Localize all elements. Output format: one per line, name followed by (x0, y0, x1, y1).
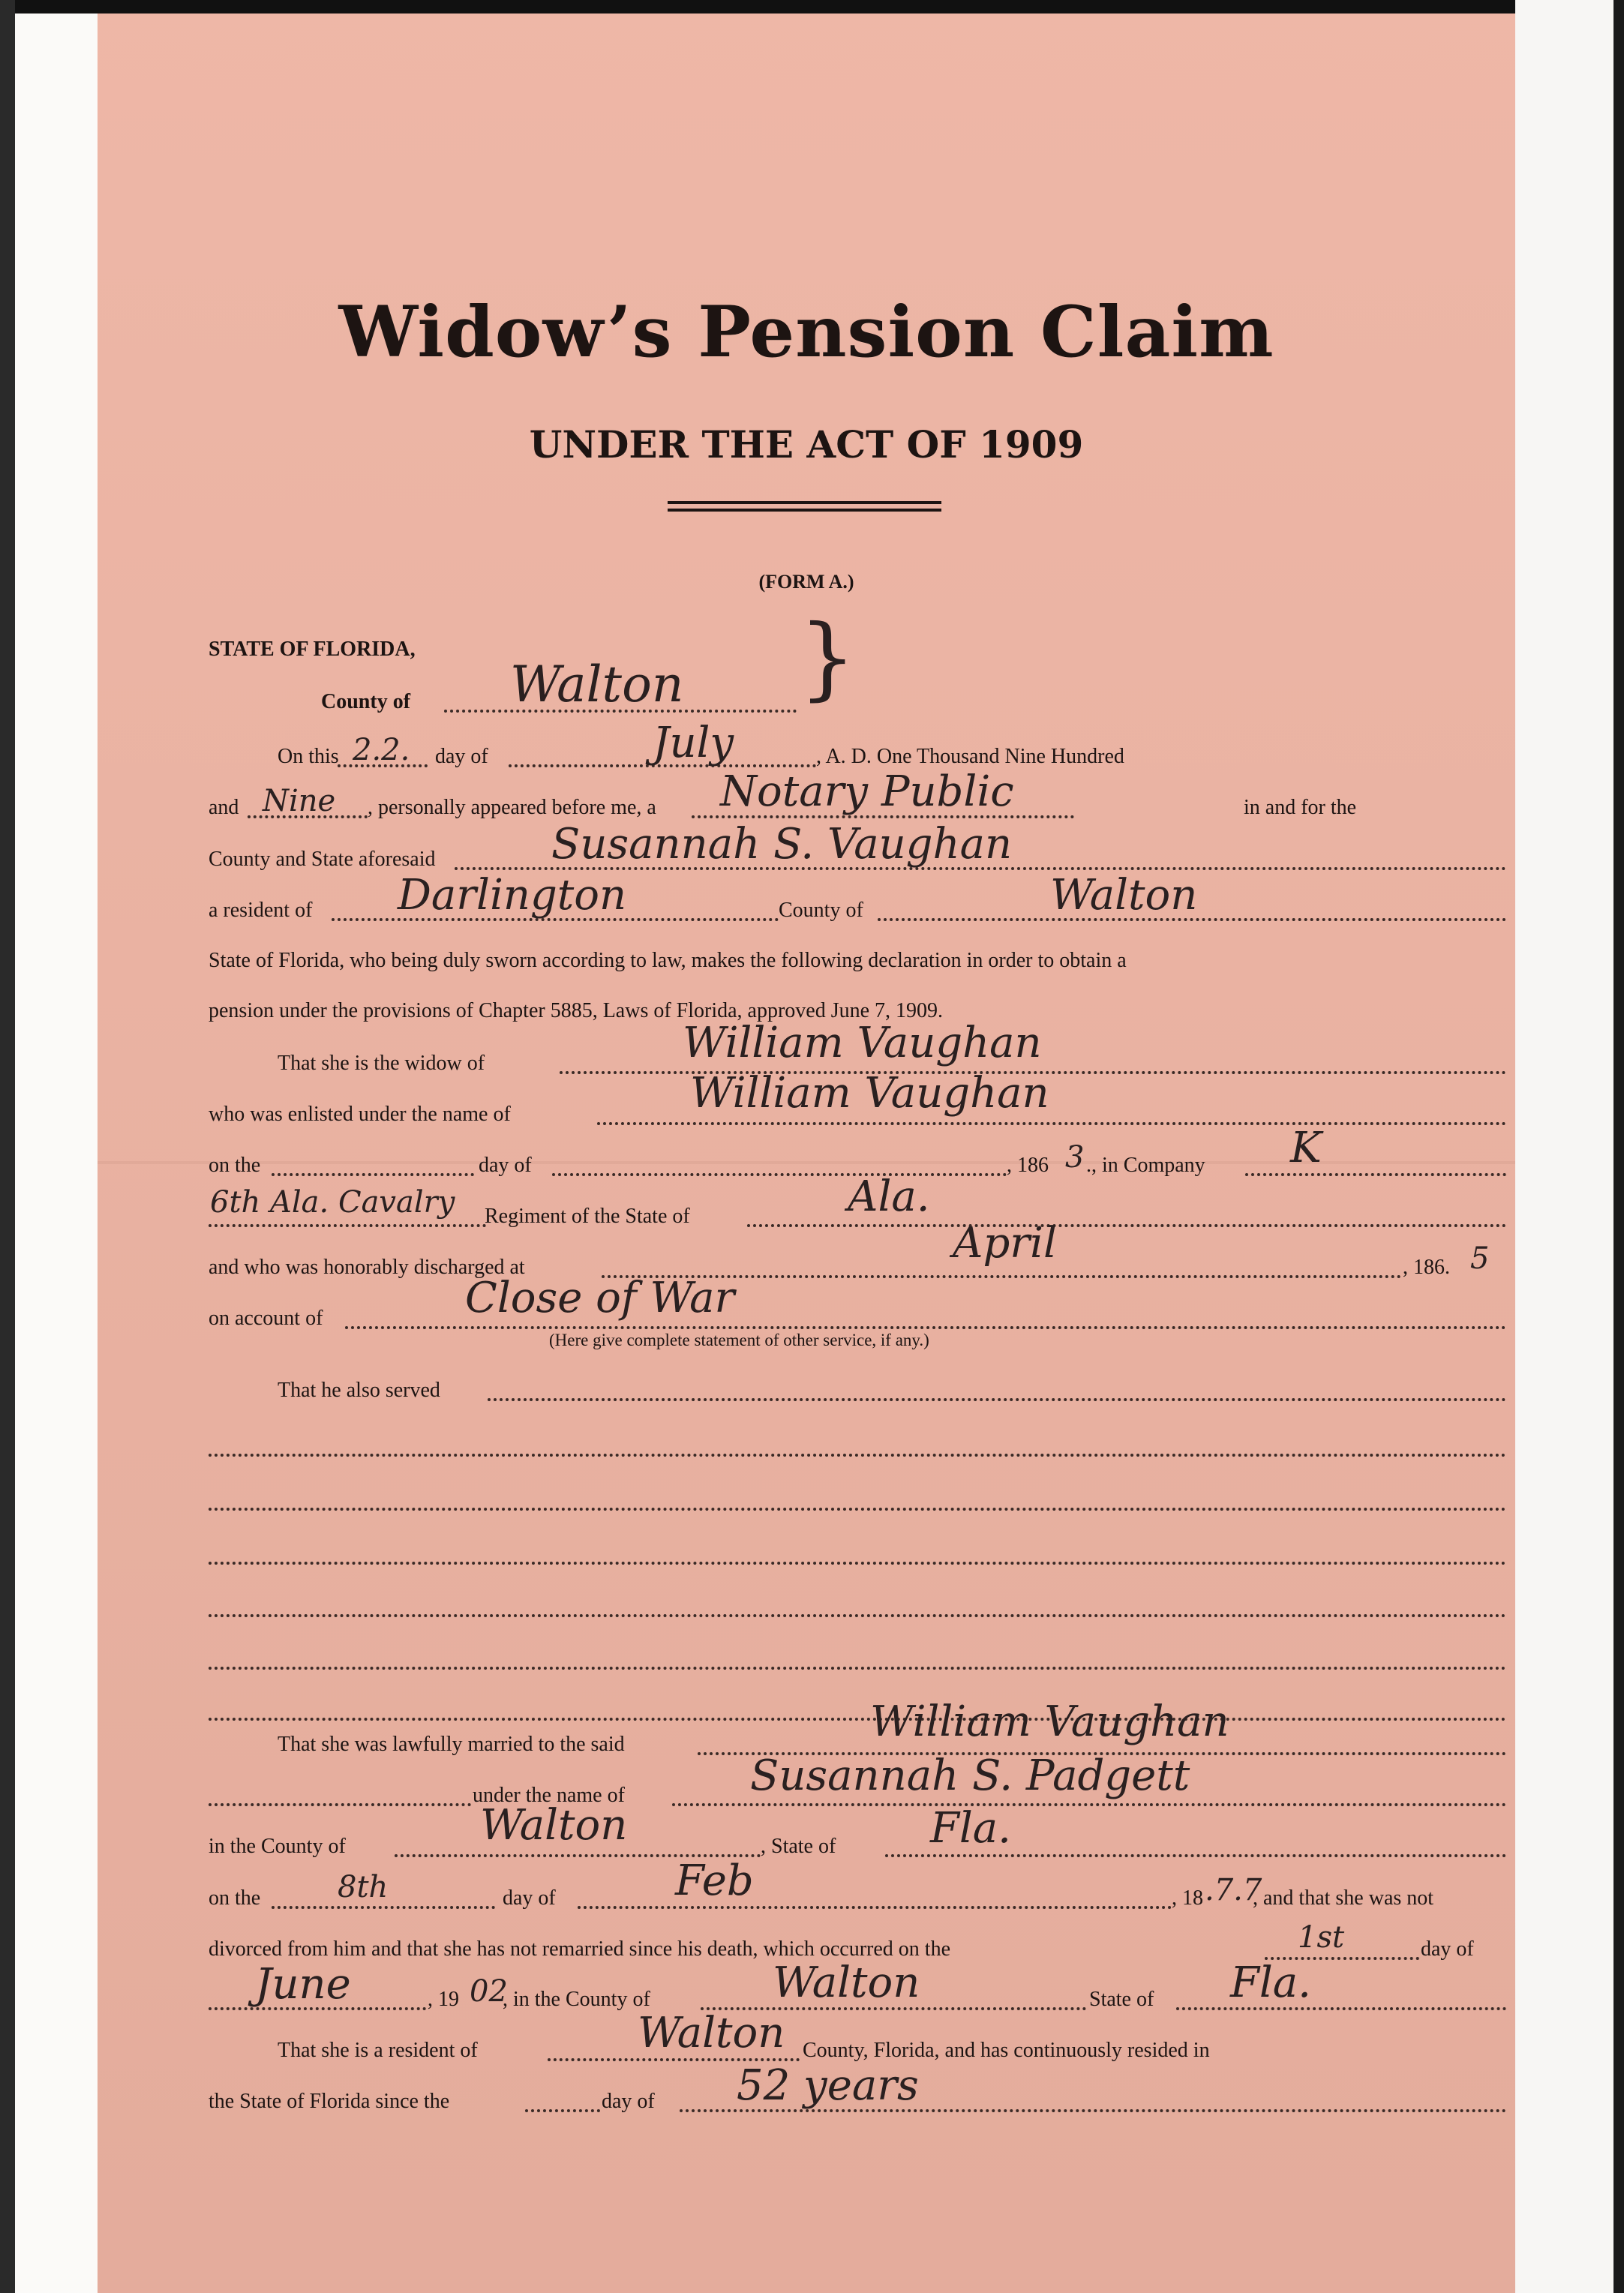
day-of-label: day of (435, 745, 488, 768)
enlist-year-text: , 186 (1007, 1154, 1049, 1177)
marriage-county-handwritten: Walton (480, 1801, 628, 1850)
since-handwritten: 52 years (737, 2061, 919, 2110)
marriage-year-text: , 18 (1172, 1886, 1203, 1910)
discharged-year-handwritten: 5 (1470, 1241, 1490, 1276)
blank-line-5 (209, 1667, 1506, 1670)
scan-top-border (0, 0, 1624, 14)
blank-line-6 (209, 1718, 1506, 1721)
death-state-handwritten: Fla. (1230, 1958, 1311, 2007)
and-label: and (209, 796, 239, 819)
under-name-label: under the name of (473, 1784, 625, 1807)
residence-county-handwritten: Walton (1050, 871, 1198, 920)
since-day-of-label: day of (602, 2090, 655, 2113)
death-county-label: , in the County of (503, 1988, 650, 2011)
account-handwritten: Close of War (465, 1274, 735, 1322)
married-label: That she was lawfully married to the said (278, 1733, 625, 1756)
service-note: (Here give complete statement of other service, if any.) (549, 1331, 929, 1349)
not-divorced-text: , and that she was not (1253, 1886, 1434, 1910)
appeared-text: , personally appeared before me, a (368, 796, 656, 819)
header-brace: } (799, 606, 857, 710)
in-and-for-label: in and for the (1244, 796, 1357, 819)
discharged-year-text: , 186. (1403, 1256, 1450, 1279)
official-handwritten: Notary Public (720, 767, 1014, 816)
resident-of-label: a resident of (209, 899, 313, 922)
enlist-month-dots (552, 1173, 1007, 1176)
year-handwritten: Nine (263, 784, 336, 818)
company-handwritten: K (1290, 1124, 1322, 1172)
marriage-state-handwritten: Fla. (930, 1804, 1011, 1853)
form-subtitle: UNDER THE ACT OF 1909 (529, 422, 1084, 467)
enlisted-dots (597, 1122, 1506, 1125)
marriage-year-handwritten: .7.7 (1205, 1873, 1262, 1907)
death-county-handwritten: Walton (773, 1958, 920, 2007)
enlist-year-handwritten: 3 (1065, 1140, 1085, 1175)
since-day-dots (525, 2109, 600, 2112)
blank-line-1 (209, 1454, 1506, 1457)
on-this-label: On this (278, 745, 339, 768)
marriage-county-label: in the County of (209, 1835, 346, 1858)
death-year-handwritten: 02 (470, 1974, 508, 2009)
under-name-dots (672, 1803, 1506, 1806)
marriage-day-of-label: day of (503, 1886, 556, 1910)
company-dots (1245, 1173, 1506, 1176)
county-label: County of (321, 690, 411, 713)
scan-right-border (1613, 0, 1624, 2293)
discharged-label: and who was honorably discharged at (209, 1256, 525, 1279)
enlist-on-the-label: on the (209, 1154, 261, 1177)
regiment-dots (209, 1224, 486, 1227)
title-divider-bottom (668, 509, 941, 512)
account-label: on account of (209, 1307, 323, 1330)
marriage-state-dots (885, 1854, 1506, 1857)
pension-form-page (98, 14, 1515, 2293)
death-text: divorced from him and that she has not remarried since his death, which occurred on the (209, 1937, 951, 1961)
enlist-day-dots (272, 1173, 474, 1176)
resident-label: That she is a resident of (278, 2039, 478, 2062)
also-served-label: That he also served (278, 1379, 440, 1402)
regiment-state-dots (747, 1224, 1506, 1227)
marriage-on-the-label: on the (209, 1886, 261, 1910)
company-label: ., in Company (1086, 1154, 1205, 1177)
scan-right-margin (1515, 0, 1624, 2293)
marriage-state-label: , State of (761, 1835, 836, 1858)
regiment-handwritten: 6th Ala. Cavalry (210, 1185, 455, 1220)
marriage-month-handwritten: Feb (675, 1856, 754, 1905)
discharged-handwritten: April (953, 1219, 1057, 1268)
marriage-day-handwritten: 8th (338, 1870, 389, 1904)
scan-left-border (0, 0, 15, 2293)
marriage-day-dots (272, 1906, 495, 1909)
blank-line-2 (209, 1508, 1506, 1511)
residence-handwritten: Darlington (398, 871, 627, 920)
death-day-handwritten: 1st (1298, 1920, 1345, 1955)
resident-text: County, Florida, and has continuously resided in (803, 2039, 1210, 2062)
county-state-aforesaid: County and State aforesaid (209, 848, 436, 871)
month-handwritten: July (653, 719, 734, 767)
also-served-dots (488, 1398, 1506, 1401)
under-name-leading-dots (209, 1803, 471, 1806)
since-label: the State of Florida since the (209, 2090, 450, 2113)
day-handwritten: 2.2. (353, 733, 410, 767)
state-label: STATE OF FLORIDA, (209, 638, 416, 661)
death-state-dots (1176, 2007, 1506, 2010)
county-handwritten: Walton (510, 656, 684, 713)
declaration-line-1: State of Florida, who being duly sworn according to law, makes the following declaration in order to obtain a (209, 949, 1127, 972)
widow-of-label: That she is the widow of (278, 1052, 485, 1075)
regiment-label: Regiment of the State of (485, 1205, 690, 1228)
death-day-of-label: day of (1421, 1937, 1474, 1961)
county-of-label: County of (779, 899, 863, 922)
death-month-handwritten: June (255, 1960, 351, 2009)
under-name-handwritten: Susannah S. Padgett (750, 1751, 1190, 1800)
regiment-state-handwritten: Ala. (848, 1172, 930, 1221)
enlisted-label: who was enlisted under the name of (209, 1103, 511, 1126)
scan-left-margin (15, 14, 98, 2293)
form-title: Widow’s Pension Claim (338, 291, 1274, 374)
ad-text: , A. D. One Thousand Nine Hundred (816, 745, 1124, 768)
enlist-day-of-label: day of (479, 1154, 532, 1177)
account-dots (345, 1326, 1506, 1329)
death-year-text: , 19 (428, 1988, 459, 2011)
blank-line-3 (209, 1562, 1506, 1565)
title-divider-top (668, 501, 941, 504)
widow-of-handwritten: William Vaughan (683, 1019, 1042, 1067)
resident-handwritten: Walton (638, 2009, 785, 2057)
married-handwritten: William Vaughan (870, 1697, 1229, 1746)
marriage-month-dots (578, 1906, 1172, 1909)
enlisted-handwritten: William Vaughan (690, 1069, 1049, 1118)
declaration-line-2: pension under the provisions of Chapter 5885, Laws of Florida, approved June 7, 1909. (209, 999, 944, 1022)
death-state-label: State of (1089, 1988, 1154, 2011)
claimant-handwritten: Susannah S. Vaughan (551, 820, 1013, 869)
blank-line-4 (209, 1614, 1506, 1617)
form-label: (FORM A.) (758, 571, 854, 593)
